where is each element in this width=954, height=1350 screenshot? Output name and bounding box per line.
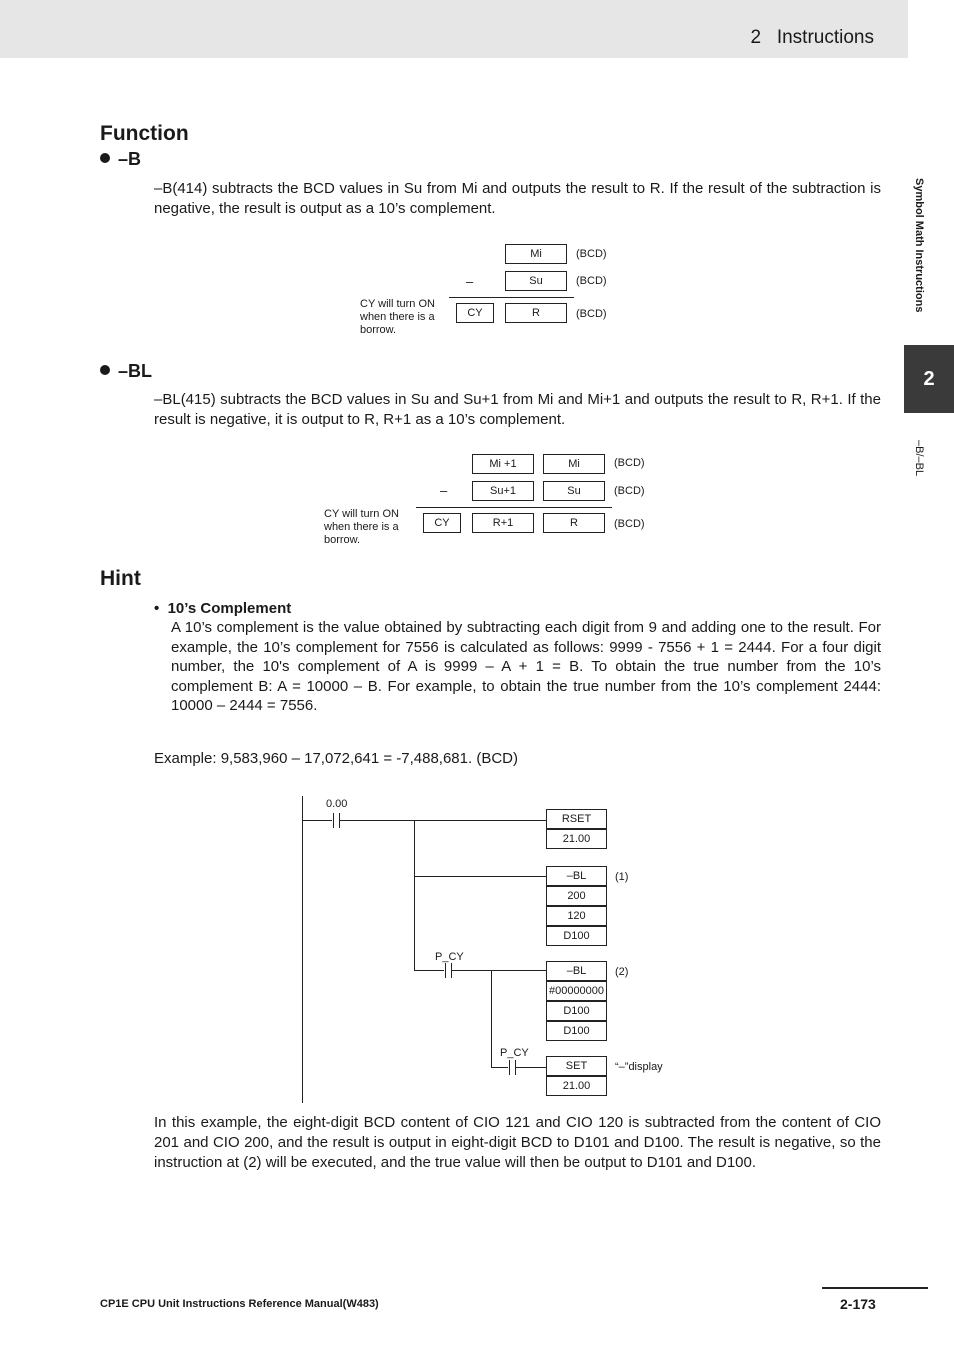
b-cy-box: CY — [456, 303, 494, 323]
footer-manual-title: CP1E CPU Unit Instructions Reference Manual(W483) — [100, 1298, 379, 1310]
bl-su1-box: Su+1 — [472, 481, 534, 501]
side-section-label: –B/–BL — [913, 440, 925, 477]
b-heading-text: –B — [118, 149, 142, 169]
contact-000-label: 0.00 — [326, 798, 348, 810]
bl2-operand-2: D100 — [546, 1001, 607, 1021]
function-title: Function — [100, 122, 189, 145]
hint-title: Hint — [100, 567, 141, 590]
b-bcd-1: (BCD) — [576, 248, 607, 260]
contact-icon — [509, 1060, 510, 1075]
b-heading — [100, 149, 141, 170]
rset-operand: 21.00 — [546, 829, 607, 849]
chapter-header: 2 Instructions — [750, 27, 874, 48]
contact-icon — [445, 963, 446, 978]
bl-mi1-box: Mi +1 — [472, 454, 534, 474]
bl-r-box: R — [543, 513, 605, 533]
set-operand: 21.00 — [546, 1076, 607, 1096]
b-su-box: Su — [505, 271, 567, 291]
ladder-branch — [491, 970, 492, 1067]
ladder-wire — [491, 1067, 508, 1068]
ladder-wire — [414, 970, 444, 971]
bl1-operand-1: 200 — [546, 886, 607, 906]
ladder-wire — [452, 970, 546, 971]
bullet-icon — [100, 153, 110, 163]
bl1-operand-2: 120 — [546, 906, 607, 926]
ladder-branch — [414, 820, 415, 970]
b-result-rule — [449, 297, 574, 298]
closing-paragraph: In this example, the eight-digit BCD content of CIO 121 and CIO 120 is subtracted from the content of CIO 201 and CIO 200, and the result is output in eight-digit BCD to D101 and D100. The result is negative, so the instruction at (2) will be executed, and the true value will then be output to D101 and D100. — [154, 1114, 881, 1171]
pcy2-label: P_CY — [500, 1047, 529, 1059]
bl2-operand-1: #00000000 — [546, 981, 607, 1001]
bl-heading — [100, 361, 152, 382]
bl-r1-box: R+1 — [472, 513, 534, 533]
marker-2: (2) — [615, 966, 629, 978]
bullet-icon — [100, 365, 110, 375]
bl-bcd-3: (BCD) — [614, 518, 645, 530]
ladder-wire — [302, 820, 332, 821]
bl1-box: –BL — [546, 866, 607, 886]
marker-1: (1) — [615, 871, 629, 883]
hint-bullet: • 10’s Complement — [154, 600, 292, 617]
example-line: Example: 9,583,960 – 17,072,641 = -7,488,681. (BCD) — [154, 750, 518, 767]
ladder-wire — [340, 820, 546, 821]
bl-mi-box: Mi — [543, 454, 605, 474]
side-chapter-label: Symbol Math Instructions — [913, 178, 925, 313]
b-description: –B(414) subtracts the BCD values in Su from Mi and outputs the result to R. If the result of the subtraction is negative, the result is output as a 10’s complement. — [154, 180, 881, 217]
hint-bullet-text: A 10’s complement is the value obtained by subtracting each digit from 9 and adding one to the result. For example, the 10’s complement for 7556 is calculated as follows: 9999 - 7556 + 1 = 2444. For a four digit number, the 10's complement of A is 9999 – A + 1 = B. To obtain the true number from the 10’s complement B: A = 10000 – B. For example, to obtain the true number from the 10’s complement 2444: 10000 – 2444 = 7556. — [171, 619, 881, 714]
bl-cy-box: CY — [423, 513, 461, 533]
bl-su-box: Su — [543, 481, 605, 501]
bl-result-rule — [416, 507, 612, 508]
bl-minus-sign: – — [440, 483, 448, 498]
bl-heading-text: –BL — [118, 361, 153, 381]
rset-box: RSET — [546, 809, 607, 829]
b-bcd-2: (BCD) — [576, 275, 607, 287]
set-box: SET — [546, 1056, 607, 1076]
bl-bcd-1: (BCD) — [614, 457, 645, 469]
bl-description: –BL(415) subtracts the BCD values in Su and Su+1 from Mi and Mi+1 and outputs the result to R, R+1. If the result is negative, it is output to R, R+1 as a 10’s complement. — [154, 391, 881, 428]
bl-cy-note: CY will turn ON when there is a borrow. — [324, 508, 399, 546]
b-mi-box: Mi — [505, 244, 567, 264]
ladder-wire — [516, 1067, 546, 1068]
bl2-box: –BL — [546, 961, 607, 981]
b-r-box: R — [505, 303, 567, 323]
bl1-operand-3: D100 — [546, 926, 607, 946]
b-cy-note: CY will turn ON when there is a borrow. — [360, 298, 435, 336]
pcy1-label: P_CY — [435, 951, 464, 963]
bl2-operand-3: D100 — [546, 1021, 607, 1041]
chapter-tab: 2 — [904, 345, 954, 413]
contact-icon — [333, 813, 334, 828]
display-note: “–”display — [615, 1061, 663, 1073]
hint-bullet-title: 10’s Complement — [167, 600, 292, 617]
b-minus-sign: – — [466, 274, 474, 289]
bl-bcd-2: (BCD) — [614, 485, 645, 497]
footer-rule — [822, 1287, 928, 1289]
b-bcd-3: (BCD) — [576, 308, 607, 320]
ladder-power-rail — [302, 796, 303, 1103]
page-number: 2-173 — [840, 1296, 876, 1312]
ladder-wire — [414, 876, 546, 877]
